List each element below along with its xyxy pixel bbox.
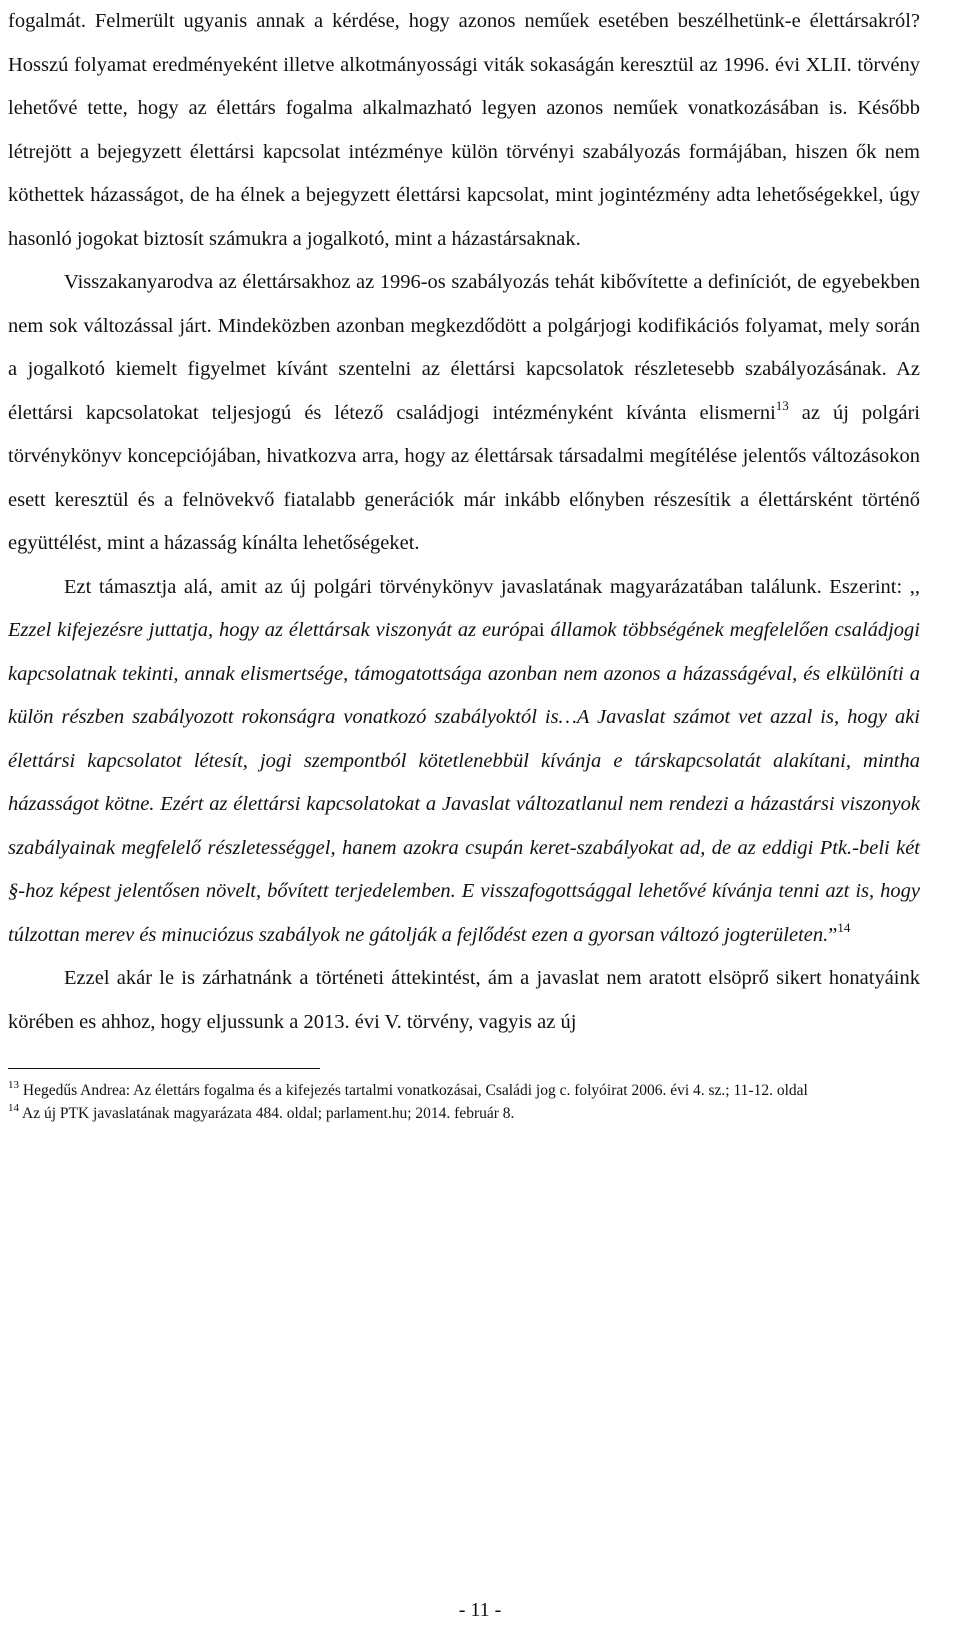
- footnote-number-13: 13: [8, 1079, 19, 1091]
- paragraph-2-text-cont: az új polgári törvénykönyv koncepciójában, hivatkozva arra, hogy az élettársak társadalmi megítélése jelentős változásokon esett keresztül és a felnövekvő fiatalabb generációk már inkább előnyben részesítik a élettársként történő együttélést, mint a házasság kínálta lehetőségeket.: [8, 401, 920, 554]
- footnote-13-text: Hegedűs Andrea: Az élettárs fogalma és a kifejezés tartalmi vonatkozásai, Családi jog c. folyóirat 2006. évi 4. sz.; 11-12. oldal: [19, 1082, 808, 1099]
- footnote-separator: [8, 1068, 320, 1069]
- footnotes: [8, 1080, 920, 1126]
- quote-closing-mark: ”: [828, 923, 838, 946]
- quote-part-3: ki élettársi kapcsolatot létesít, jogi szempontból kötetlenebbül kívánja e társkapcsolatát alakítani, mintha házasságot kötne. Ezért az élettársi kapcsolatokat a Javaslat változatlanul nem rendezi a házastársi viszonyok szabályainak megfelelő részletességgel, hanem azokra csupán keret-szabályokat ad, de az eddigi Ptk.-beli két §-hoz képest jelentősen növelt, bővített terjedelemben. E visszafogottsággal lehetővé kívánja tenni azt is, hogy túlzottan merev és minuciózus szabályok ne gátolják a fejlődést ezen a gyorsan változó jogterületen.: [8, 706, 920, 946]
- footnote-14: [8, 1103, 920, 1124]
- quote-upright-fragment: ai: [529, 619, 545, 641]
- paragraph-1-text: fogalmát. Felmerült ugyanis annak a kérdése, hogy azonos neműek esetében beszélhetünk-e élettársakról? Hosszú folyamat eredményeként illetve alkotmányossági viták sokaságán keresztül az 1996. évi XLII. törvény lehetővé tette, hogy az élettárs fogalma alkalmazható legyen azonos neműek vonatkozásában is. Később létrejött a bejegyzett élettársi kapcsolat intézménye külön törvényi szabályozás formájában, hiszen ők nem köthettek házasságot, de ha élnek a bejegyzett élettársi kapcsolat, mint jogintézmény adta lehetőségekkel, úgy hasonló jogokat biztosít számukra a jogalkotó, mint a házastársaknak.: [8, 10, 920, 250]
- paragraph-1: [8, 0, 920, 261]
- paragraph-2: [8, 261, 920, 566]
- footnote-number-14: 14: [8, 1102, 19, 1114]
- quote-part-2: államok többségének megfelelően családjogi kapcsolatnak tekinti, annak elismertsége, támogatottsága azonban nem azonos a házasságéval, és elkülöníti a külön részben szabályozott rokonságra vonatkozó szabályoktól is…A Javaslat számot vet azzal is, hogy a: [8, 619, 920, 728]
- quote-part-1: Ezzel kifejezésre juttatja, hogy az élettársak viszonyát az európ: [8, 619, 530, 641]
- body-text: [8, 0, 920, 1044]
- paragraph-3-intro: Ezt támasztja alá, amit az új polgári törvénykönyv javaslatának magyarázatában találunk. Eszerint: ,,: [64, 575, 920, 598]
- footnote-14-text: Az új PTK javaslatának magyarázata 484. oldal; parlament.hu; 2014. február 8.: [19, 1105, 515, 1122]
- paragraph-2-text: Visszakanyarodva az élettársakhoz az 1996-os szabályozás tehát kibővítette a definíciót, de egyebekben nem sok változással járt. Mindeközben azonban megkezdődött a polgárjogi kodifikációs folyamat, mely során a jogalkotó kiemelt figyelmet kívánt szentelni az élettársi kapcsolatok részletesebb szabályozásának. Az élettársi kapcsolatokat teljesjogú és létező családjogi intézményként kívánta elismerni: [8, 271, 920, 424]
- paragraph-3: [8, 566, 920, 958]
- paragraph-4: [8, 957, 920, 1044]
- page-number: - 11 -: [458, 1599, 502, 1621]
- paragraph-4-text: Ezzel akár le is zárhatnánk a történeti áttekintést, ám a javaslat nem aratott elsöprő sikert honatyáink körében es ahhoz, hogy eljussunk a 2013. évi V. törvény, vagyis az új: [8, 967, 920, 1033]
- footnote-ref-14[interactable]: 14: [837, 919, 851, 935]
- footnote-13: [8, 1080, 920, 1101]
- footnote-ref-13[interactable]: 13: [775, 397, 789, 413]
